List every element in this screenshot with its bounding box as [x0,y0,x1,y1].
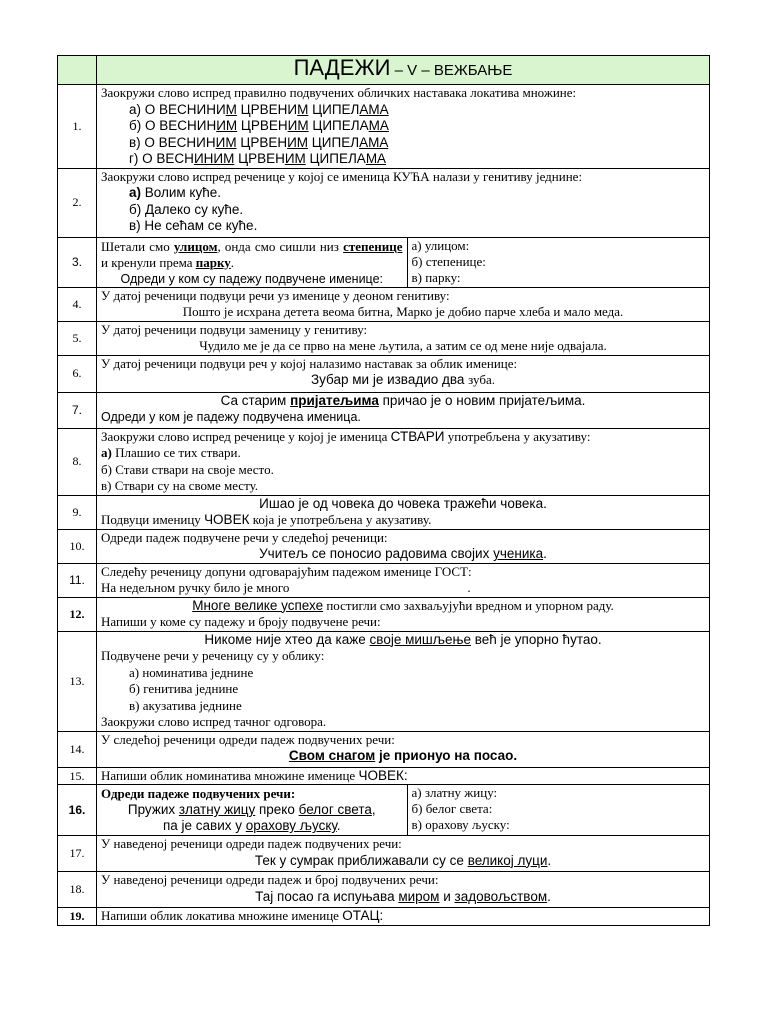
underlined-ending: АМА [359,101,389,117]
question-number: 14. [58,731,97,767]
question-prompt: У датој реченици подвуци заменицу у генитиву: [101,321,368,337]
underlined-word: улицом [173,238,218,254]
option-b[interactable]: б) Стави ствари на своје место. [101,461,274,477]
question-body [97,836,710,872]
question-row-6 [58,355,710,392]
answer-field-b[interactable]: б) белог света: [411,801,493,816]
question-row-4 [58,287,710,321]
question-body [97,495,710,529]
question-sentence: Никоме није хтео да каже своје мишљење већ је упорно ћутао. [204,631,602,647]
question-body [97,563,710,597]
question-number: 12. [58,597,97,631]
question-number: 7. [58,392,97,428]
question-number: 18. [58,872,97,908]
question-row-5 [58,321,710,355]
question-number: 16. [58,785,97,836]
question-number: 5. [58,321,97,355]
answer-cell [407,238,709,287]
title-main: ПАДЕЖИ [293,55,391,81]
question-sentence: Многе велике успехе постигли смо захваљујући вредном и упорном раду. [192,597,614,613]
underlined-word: парку [195,254,231,270]
underlined-word: белог света [298,802,372,817]
option-list [101,185,705,235]
answer-field-a[interactable]: а) улицом: [411,237,470,253]
underlined-word: Свом снагом [288,748,376,763]
question-body [97,237,710,287]
answer-field-c[interactable]: в) орахову љуску: [411,817,510,832]
question-number: 2. [58,168,97,237]
underlined-ending: ИМ [284,151,306,166]
underlined-word: пријатељима [290,392,379,408]
question-sentence: Шетали смо улицом, онда смо сишли низ степенице и кренули према парку. [101,238,403,270]
question-row-10 [58,529,710,563]
title-row [58,56,710,85]
question-row-19 [58,908,710,926]
question-row-3 [58,237,710,287]
question-sentence[interactable]: Зубар ми је извадио два зуба. [311,372,495,387]
question-number: 13. [58,631,97,731]
underlined-ending: ИМ [287,134,309,150]
question-number: 4. [58,287,97,321]
question-number: 1. [58,85,97,169]
sentence-cell [97,785,407,835]
underlined-ending: МА [365,151,387,166]
question-sentence[interactable]: Чудило ме је да се прво на мене љутила, а затим се од мене није одвајала. [199,338,607,353]
question-prompt: Заокружи слово испред правилно подвучених обличких наставака локатива множине: [101,85,577,100]
option-b[interactable]: б) О ВЕСНИНИМ ЦРВЕНИМ ЦИПЕЛАМА [129,118,389,133]
option-b[interactable]: б) Далеко су куће. [129,201,244,217]
answer-cell [407,785,709,835]
question-sentence: Тек у сумрак приближавали су се великој луци. [254,852,552,868]
question-body [97,767,710,785]
question-prompt: У следећој реченици одреди падеж подвучених речи: [101,731,395,747]
underlined-ending: М [297,101,309,117]
underlined-ending: ИМ [216,118,238,133]
option-c[interactable]: в) Ствари су на своме месту. [101,478,259,493]
question-number: 9. [58,495,97,529]
question-body [97,908,710,926]
question-body [97,597,710,631]
question-number: 17. [58,836,97,872]
option-list [101,102,705,168]
question-subprompt: Одреди у ком су падежу подвучене именице: [120,271,383,286]
underlined-word: задовољством [454,888,548,904]
question-prompt: Напиши облик номинатива множине именице ЧОВЕК: [101,767,408,783]
underlined-word: своје мишљење [369,631,471,647]
option-b[interactable]: б) генитива једнине [129,681,239,696]
worksheet [57,55,710,926]
question-body [97,872,710,908]
question-body [97,287,710,321]
sentence-cell [97,238,407,287]
question-body [97,731,710,767]
question-sentence[interactable]: Пошто је исхрана детета веома битна, Марко је добио парче хлеба и мало меда. [182,304,624,319]
title-suffix: – V – ВЕЖБАЊЕ [390,62,513,80]
question-row-1 [58,85,710,169]
question-footer: Заокружи слово испред тачног одговора. [101,714,327,729]
question-subprompt: Одреди у ком је падежу подвучена именица. [101,410,361,424]
question-sentence-line-2: па је савих у орахову љуску. [162,818,341,833]
answer-field-a[interactable]: а) златну жицу: [411,785,498,800]
question-body [97,428,710,495]
question-body [97,785,710,836]
underlined-word: орахову љуску [245,818,337,833]
answer-list [408,785,710,834]
question-row-17 [58,836,710,872]
underlined-ending: ИМ [287,118,309,133]
question-body [97,631,710,731]
question-prompt: У наведеној реченици одреди падеж и број подвучених речи: [101,872,439,887]
answer-field-b[interactable]: б) степенице: [411,253,486,269]
question-prompt: Одреди падеже подвучених речи: [101,786,296,801]
question-prompt: Заокружи слово испред реченице у којој је именица СТВАРИ употребљена у акузативу: [101,428,591,444]
question-row-8 [58,428,710,495]
underlined-word: миром [398,888,440,904]
option-a[interactable]: а) Волим куће. [129,185,222,200]
question-number: 3. [58,237,97,287]
question-prompt: У датој реченици подвуци речи уз именице у деоном генитиву: [101,287,450,303]
underlined-ending: М [225,101,237,117]
question-prompt: У датој реченици подвуци реч у којој налазимо наставак за облик именице: [101,355,518,371]
option-c[interactable]: в) О ВЕСНИНИМ ЦРВЕНИМ ЦИПЕЛАМА [129,134,389,150]
question-sentence[interactable]: Ишао је од човека до човека тражећи човека. [259,495,547,511]
answer-field-c[interactable]: в) парку: [411,269,461,285]
question-body [97,321,710,355]
question-sentence: Са старим пријатељима причао је о новим пријатељима. [220,392,586,408]
title-number-cell [58,56,97,85]
question-prompt: Подвуци именицу ЧОВЕК која је употребљена у акузативу. [101,512,432,527]
option-d[interactable]: г) О ВЕСНИНИМ ЦРВЕНИМ ЦИПЕЛАМА [129,151,387,166]
question-prompt: Заокружи слово испред реченице у којој се именица КУЋА налази у генитиву једнине: [101,168,583,184]
option-c[interactable]: в) Не сећам се куће. [129,218,258,233]
question-body [97,355,710,392]
underlined-word: ученика [493,546,544,561]
question-prompt: Подвучене речи у реченицу су у облику: [101,648,325,663]
question-sentence: Учитељ се поносио радовима својих ученика. [259,546,547,561]
question-sentence-line-1: Пружих златну жицу преко белог света, [127,802,376,817]
underlined-word: Многе велике успехе [192,597,324,613]
question-row-18 [58,872,710,908]
question-row-13 [58,631,710,731]
option-c[interactable]: в) акузатива једнине [129,697,242,713]
question-number: 10. [58,529,97,563]
option-a[interactable]: а) О ВЕСНИНИМ ЦРВЕНИМ ЦИПЕЛАМА [129,101,389,117]
question-sentence: Тај посао га испуњава миром и задовољством. [255,888,551,904]
question-sentence: На недељном ручку било је много . [101,580,471,595]
question-body [97,529,710,563]
question-prompt: Напиши облик локатива множине именице ОТАЦ: [101,908,384,923]
answer-list [408,238,710,286]
question-number: 6. [58,355,97,392]
question-row-12 [58,597,710,631]
question-number: 19. [58,908,97,926]
question-sentence: Свом снагом је прионуо на посао. [288,748,518,763]
underlined-word: великој луци [467,852,548,868]
option-a[interactable]: а) Плашио се тих ствари. [101,445,241,460]
question-body [97,392,710,428]
option-a[interactable]: а) номинатива једнине [129,664,254,680]
question-row-2 [58,168,710,237]
question-row-7 [58,392,710,428]
question-prompt: Одреди падеж подвучене речи у следећој реченици: [101,529,388,545]
question-number: 15. [58,767,97,785]
underlined-ending: АМА [359,134,389,150]
question-prompt: Напиши у коме су падежу и броју подвучене речи: [101,614,381,629]
page-title [97,56,710,85]
underlined-word: степенице [343,238,403,254]
underlined-ending: ИМ [215,134,237,150]
underlined-ending: МА [368,118,389,133]
question-row-14 [58,731,710,767]
question-prompt: Следећу реченицу допуни одговарајућим падежом именице ГОСТ: [101,563,472,579]
question-prompt: У наведеној реченици одреди падеж подвучених речи: [101,836,402,851]
question-number: 8. [58,428,97,495]
question-number: 11. [58,563,97,597]
question-row-16 [58,785,710,836]
question-row-11 [58,563,710,597]
question-body [97,85,710,169]
exercise-table [57,55,710,926]
question-body [97,168,710,237]
question-row-15 [58,767,710,785]
underlined-ending: ИНИМ [193,151,235,166]
underlined-word: златну жицу [178,802,256,817]
question-row-9 [58,495,710,529]
